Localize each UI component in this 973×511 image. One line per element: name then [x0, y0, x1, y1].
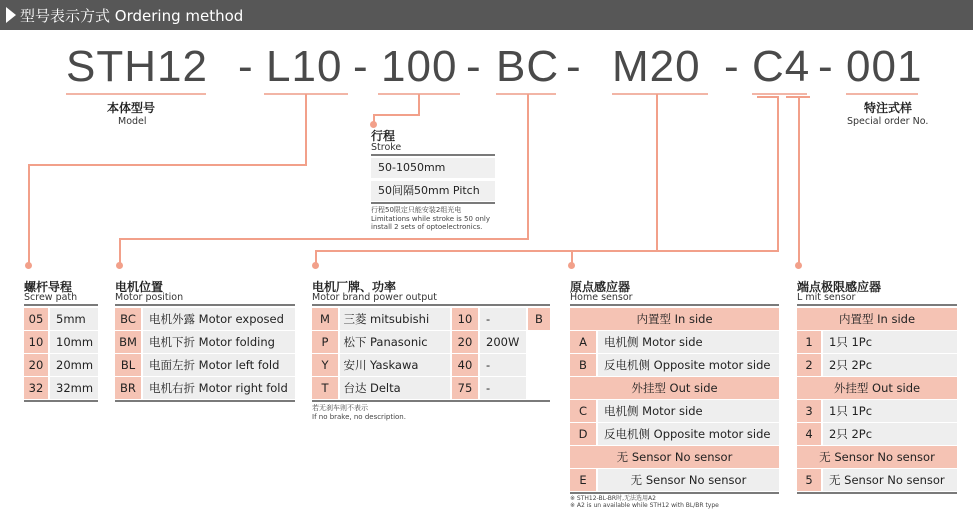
special-label-cn: 特注式样 — [864, 101, 913, 115]
connector-limit — [798, 96, 800, 263]
limit-title-en: L mit sensor — [797, 292, 856, 303]
code-special: 001 — [846, 42, 923, 91]
table-row: M 三菱 mitsubishi 10 - B — [312, 308, 550, 330]
code-model: STH12 — [66, 42, 208, 91]
table-row: 1 1只 1Pc — [797, 331, 957, 353]
divider — [371, 154, 495, 156]
code-sep: - — [566, 42, 582, 91]
divider — [115, 400, 295, 402]
table-row: 无 Sensor No sensor — [797, 446, 957, 468]
connector-home — [777, 96, 779, 251]
connector-dot — [312, 262, 319, 269]
underline-special — [846, 93, 918, 95]
limit-title-cn: 端点极限感应器 — [797, 280, 882, 294]
table-row: 外挂型 Out side — [570, 377, 779, 399]
connector-home — [571, 250, 779, 252]
stroke-range: 50-1050mm — [371, 158, 495, 178]
divider — [24, 304, 98, 306]
model-label-cn: 本体型号 — [107, 101, 156, 115]
connector-dot — [25, 262, 32, 269]
code-sep: - — [238, 42, 254, 91]
connector-position — [119, 238, 121, 263]
connector-home — [757, 96, 779, 98]
table-row: 10 10mm — [24, 331, 98, 353]
stroke-note-en: Limitations while stroke is 50 only — [371, 215, 490, 223]
table-row: D 反电机侧 Opposite motor side — [570, 423, 779, 445]
chevron-right-icon — [6, 7, 16, 23]
divider — [115, 304, 295, 306]
code-motor: M20 — [612, 42, 701, 91]
divider — [570, 304, 779, 306]
screw-title-en: Screw path — [24, 292, 78, 303]
table-row: C 电机侧 Motor side — [570, 400, 779, 422]
screw-title-cn: 螺杆导程 — [24, 280, 73, 294]
table-row: 5 无 Sensor No sensor — [797, 469, 957, 491]
brand-title-cn: 电机厂牌、功率 — [312, 280, 397, 294]
connector-dot — [116, 262, 123, 269]
divider — [371, 202, 495, 204]
table-row: BM 电机下折 Motor folding — [115, 331, 295, 353]
underline-sensor — [752, 93, 807, 95]
stroke-pitch: 50间隔50mm Pitch — [371, 181, 495, 201]
header-bar — [0, 0, 973, 30]
code-sensor: C4 — [752, 42, 811, 91]
underline-motor — [612, 93, 708, 95]
table-row: Y 安川 Yaskawa 40 - — [312, 354, 526, 376]
connector-stroke — [418, 94, 420, 116]
table-row: 外挂型 Out side — [797, 377, 957, 399]
table-row: 2 2只 2Pc — [797, 354, 957, 376]
table-row: BL 电面左折 Motor left fold — [115, 354, 295, 376]
position-title-cn: 电机位置 — [115, 280, 164, 294]
connector-dot — [795, 262, 802, 269]
code-sep: - — [466, 42, 482, 91]
table-row: 05 5mm — [24, 308, 98, 330]
home-title-en: Home sensor — [570, 292, 633, 303]
table-row: 32 32mm — [24, 377, 98, 399]
code-sep: - — [724, 42, 740, 91]
table-row: T 台达 Delta 75 - — [312, 377, 526, 399]
stroke-note-en: install 2 sets of optoelectronics. — [371, 223, 483, 231]
brand-note-cn: 若无刹车则不表示 — [312, 404, 368, 412]
table-row: 3 1只 1Pc — [797, 400, 957, 422]
underline-position — [496, 93, 556, 95]
stroke-title-en: Stroke — [371, 142, 402, 153]
code-position: BC — [496, 42, 560, 91]
divider — [24, 400, 98, 402]
connector-screw — [28, 164, 307, 166]
underline-model — [66, 93, 206, 95]
table-row: P 松下 Panasonic 20 200W — [312, 331, 526, 353]
table-row: B 反电机侧 Opposite motor side — [570, 354, 779, 376]
stroke-title-cn: 行程 — [371, 129, 396, 143]
table-row: 内置型 In side — [570, 308, 779, 330]
table-row: 内置型 In side — [797, 308, 957, 330]
table-row: 无 Sensor No sensor — [570, 446, 779, 468]
page-title: 型号表示方式 Ordering method — [20, 7, 244, 25]
table-row: E 无 Sensor No sensor — [570, 469, 779, 491]
home-note: ※ A2 is un available while STH12 with BL/BR type — [570, 502, 719, 509]
divider — [797, 304, 957, 306]
connector-stroke — [373, 114, 420, 116]
divider — [312, 304, 550, 306]
position-title-en: Motor position — [115, 292, 184, 303]
code-sep: - — [818, 42, 834, 91]
home-note: ※ STH12-BL-BR时,无法选用A2 — [570, 495, 656, 502]
connector-motor — [656, 94, 658, 251]
table-row: A 电机侧 Motor side — [570, 331, 779, 353]
table-row: 20 20mm — [24, 354, 98, 376]
connector-screw — [28, 164, 30, 263]
code-screw: L10 — [266, 42, 343, 91]
table-row: BR 电机右折 Motor right fold — [115, 377, 295, 399]
divider — [312, 400, 550, 402]
table-row: 4 2只 2Pc — [797, 423, 957, 445]
stroke-note-cn: 行程50限定只能安装2组光电 — [371, 206, 462, 214]
brand-note-en: If no brake, no description. — [312, 413, 406, 421]
divider — [797, 492, 957, 494]
connector-screw — [305, 94, 307, 165]
home-title-cn: 原点感应器 — [570, 280, 631, 294]
special-label-en: Special order No. — [847, 116, 929, 127]
model-label-en: Model — [118, 116, 147, 127]
table-row: BC 电机外露 Motor exposed — [115, 308, 295, 330]
code-sep: - — [353, 42, 369, 91]
connector-dot — [568, 262, 575, 269]
divider — [570, 492, 779, 494]
connector-position — [527, 94, 529, 239]
brand-title-en: Motor brand power output — [312, 292, 438, 303]
code-stroke: 100 — [381, 42, 458, 91]
connector-position — [119, 238, 529, 240]
